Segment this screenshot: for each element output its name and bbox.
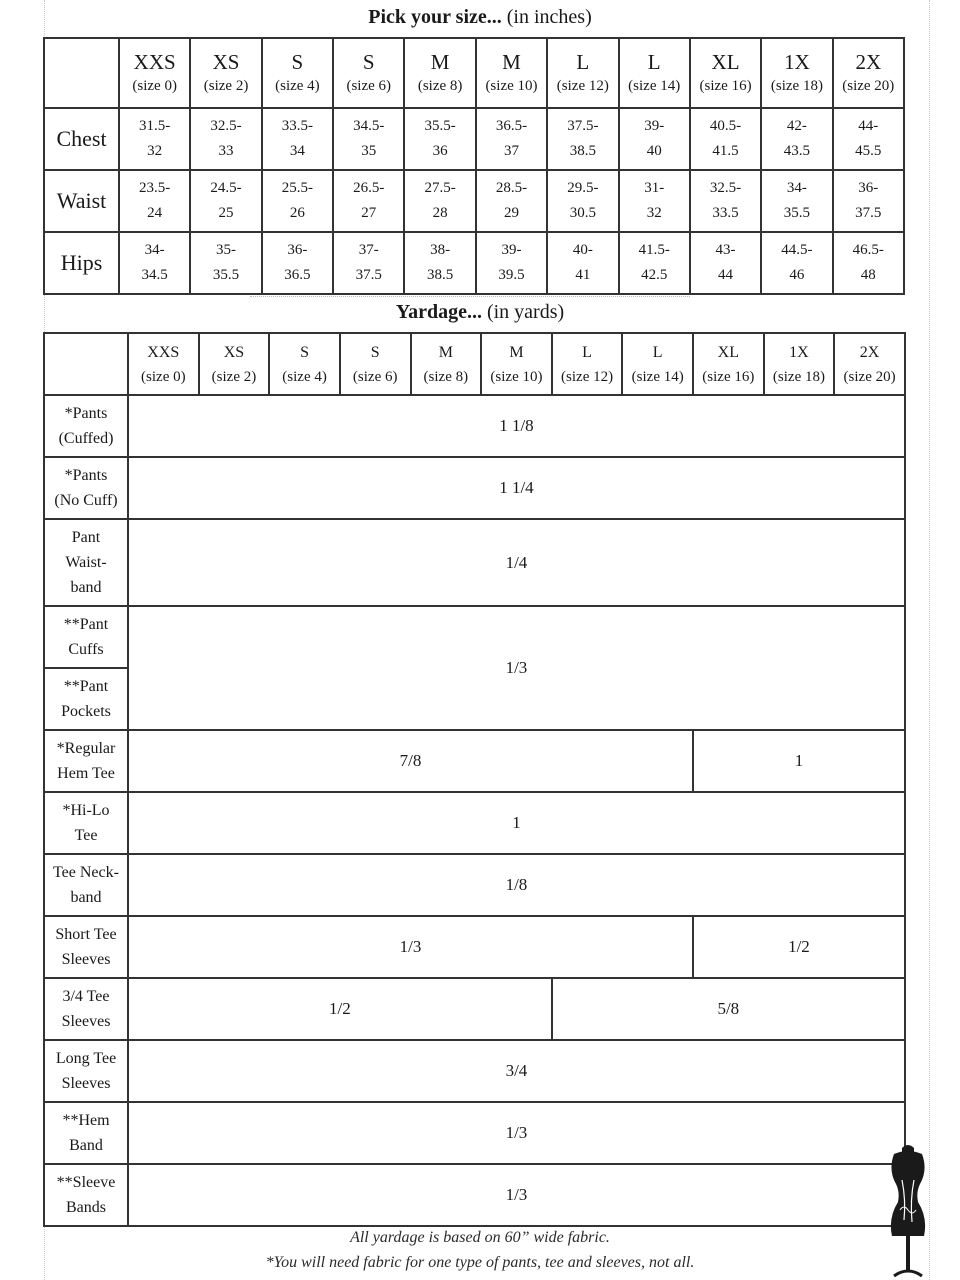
yardage-row-regular-hem-tee xyxy=(44,730,905,792)
measurement-cell: 37- 37.5 xyxy=(333,232,404,294)
measurement-cell: 34- 35.5 xyxy=(761,170,832,232)
measurement-cell: 29.5- 30.5 xyxy=(547,170,618,232)
divider-dots xyxy=(250,296,690,299)
yardage-amount: 1 xyxy=(693,730,905,792)
measurement-cell: 42- 43.5 xyxy=(761,108,832,170)
footnote-fabric-width: All yardage is based on 60” wide fabric. xyxy=(350,1229,610,1246)
yardage-amount: 1/3 xyxy=(128,606,905,730)
size-col-header: S (size 4) xyxy=(262,38,333,108)
measurement-cell: 40- 41 xyxy=(547,232,618,294)
corner-cell xyxy=(44,333,128,395)
measurement-cell: 36- 37.5 xyxy=(833,170,904,232)
measurement-cell: 33.5- 34 xyxy=(262,108,333,170)
measurement-cell: 39- 39.5 xyxy=(476,232,547,294)
frame-line-right xyxy=(929,0,930,1280)
measurement-cell: 35.5- 36 xyxy=(404,108,475,170)
yardage-amount: 5/8 xyxy=(552,978,905,1040)
size-col-header: L (size 14) xyxy=(619,38,690,108)
measurement-cell: 36- 36.5 xyxy=(262,232,333,294)
footnote-fabric-choice: *You will need fabric for one type of pants, tee and sleeves, not all. xyxy=(265,1254,695,1271)
measurement-cell: 31.5- 32 xyxy=(119,108,190,170)
yardage-amount: 1/3 xyxy=(128,916,693,978)
measurement-cell: 41.5- 42.5 xyxy=(619,232,690,294)
item-label-pant-pockets: **Pant Pockets xyxy=(44,668,128,730)
size-col-header: XS (size 2) xyxy=(190,38,261,108)
dress-form-icon xyxy=(880,1140,936,1280)
measurement-cell: 44.5- 46 xyxy=(761,232,832,294)
measurement-cell: 38- 38.5 xyxy=(404,232,475,294)
yardage-amount: 1/3 xyxy=(128,1102,905,1164)
measurement-cell: 34- 34.5 xyxy=(119,232,190,294)
measurement-cell: 34.5- 35 xyxy=(333,108,404,170)
size-col-header: L (size 14) xyxy=(622,333,693,395)
measurement-cell: 32.5- 33 xyxy=(190,108,261,170)
measurement-row-chest xyxy=(44,108,904,170)
row-label-chest: Chest xyxy=(44,108,119,170)
item-label-long-tee-sleeves: Long Tee Sleeves xyxy=(44,1040,128,1102)
yardage-amount: 1 1/8 xyxy=(128,395,905,457)
measurement-cell: 26.5- 27 xyxy=(333,170,404,232)
yardage-amount: 1/2 xyxy=(693,916,905,978)
measurement-cell: 39- 40 xyxy=(619,108,690,170)
size-col-header: XS (size 2) xyxy=(199,333,270,395)
measurement-cell: 31- 32 xyxy=(619,170,690,232)
yardage-row-hilo-tee xyxy=(44,792,905,854)
yardage-title: Yardage... (in yards) xyxy=(395,301,565,323)
measurement-cell: 36.5- 37 xyxy=(476,108,547,170)
measurement-cell: 37.5- 38.5 xyxy=(547,108,618,170)
yardage-row-hem-band xyxy=(44,1102,905,1164)
measurement-cell: 44- 45.5 xyxy=(833,108,904,170)
measurement-cell: 28.5- 29 xyxy=(476,170,547,232)
measurement-row-hips xyxy=(44,232,904,294)
yardage-row-short-tee-sleeves xyxy=(44,916,905,978)
size-col-header: M (size 10) xyxy=(481,333,552,395)
measurement-cell: 43- 44 xyxy=(690,232,761,294)
size-col-header: XXS (size 0) xyxy=(128,333,199,395)
yardage-row-pant-waistband xyxy=(44,519,905,606)
size-col-header: S (size 6) xyxy=(333,38,404,108)
yardage-row-sleeve-bands xyxy=(44,1164,905,1226)
item-label-sleeve-bands: **Sleeve Bands xyxy=(44,1164,128,1226)
item-label-pant-waistband: Pant Waist- band xyxy=(44,519,128,606)
yardage-amount: 1 1/4 xyxy=(128,457,905,519)
size-col-header: L (size 12) xyxy=(547,38,618,108)
item-label-pant-cuffs: **Pant Cuffs xyxy=(44,606,128,668)
yardage-row-pants-no-cuff xyxy=(44,457,905,519)
row-label-waist: Waist xyxy=(44,170,119,232)
size-col-header: XL (size 16) xyxy=(690,38,761,108)
measurement-cell: 40.5- 41.5 xyxy=(690,108,761,170)
item-label-hilo-tee: *Hi-Lo Tee xyxy=(44,792,128,854)
yardage-amount: 1 xyxy=(128,792,905,854)
size-col-header: M (size 8) xyxy=(411,333,482,395)
item-label-tee-neckband: Tee Neck- band xyxy=(44,854,128,916)
measurement-cell: 25.5- 26 xyxy=(262,170,333,232)
yardage-amount: 1/4 xyxy=(128,519,905,606)
size-col-header: XL (size 16) xyxy=(693,333,764,395)
measurement-cell: 46.5- 48 xyxy=(833,232,904,294)
yardage-amount: 3/4 xyxy=(128,1040,905,1102)
item-label-pants-no-cuff: *Pants (No Cuff) xyxy=(44,457,128,519)
size-col-header: M (size 10) xyxy=(476,38,547,108)
measurement-cell: 23.5- 24 xyxy=(119,170,190,232)
item-label-short-tee-sleeves: Short Tee Sleeves xyxy=(44,916,128,978)
item-label-pants-cuffed: *Pants (Cuffed) xyxy=(44,395,128,457)
yardage-header-row xyxy=(44,333,905,395)
size-col-header: 1X (size 18) xyxy=(761,38,832,108)
measurement-row-waist xyxy=(44,170,904,232)
corner-cell xyxy=(44,38,119,108)
measurement-cell: 24.5- 25 xyxy=(190,170,261,232)
yardage-row-three-quarter-sleeves xyxy=(44,978,905,1040)
measurement-cell: 32.5- 33.5 xyxy=(690,170,761,232)
size-col-header: 1X (size 18) xyxy=(764,333,835,395)
row-label-hips: Hips xyxy=(44,232,119,294)
size-col-header: L (size 12) xyxy=(552,333,623,395)
size-col-header: S (size 6) xyxy=(340,333,411,395)
size-col-header: S (size 4) xyxy=(269,333,340,395)
size-col-header: 2X (size 20) xyxy=(834,333,905,395)
size-col-header: XXS (size 0) xyxy=(119,38,190,108)
size-chart-title: Pick your size... (in inches) xyxy=(368,6,592,28)
size-col-header: M (size 8) xyxy=(404,38,475,108)
yardage-amount: 1/2 xyxy=(128,978,552,1040)
item-label-regular-hem-tee: *Regular Hem Tee xyxy=(44,730,128,792)
measurement-cell: 27.5- 28 xyxy=(404,170,475,232)
yardage-row-long-tee-sleeves xyxy=(44,1040,905,1102)
size-chart-table xyxy=(43,37,905,295)
measurement-cell: 35- 35.5 xyxy=(190,232,261,294)
yardage-row-pant-cuffs xyxy=(44,606,905,668)
yardage-amount: 7/8 xyxy=(128,730,693,792)
size-col-header: 2X (size 20) xyxy=(833,38,904,108)
yardage-row-pants-cuffed xyxy=(44,395,905,457)
yardage-row-tee-neckband xyxy=(44,854,905,916)
size-header-row xyxy=(44,38,904,108)
item-label-three-quarter-sleeves: 3/4 Tee Sleeves xyxy=(44,978,128,1040)
yardage-table xyxy=(43,332,906,1227)
yardage-amount: 1/8 xyxy=(128,854,905,916)
yardage-amount: 1/3 xyxy=(128,1164,905,1226)
item-label-hem-band: **Hem Band xyxy=(44,1102,128,1164)
